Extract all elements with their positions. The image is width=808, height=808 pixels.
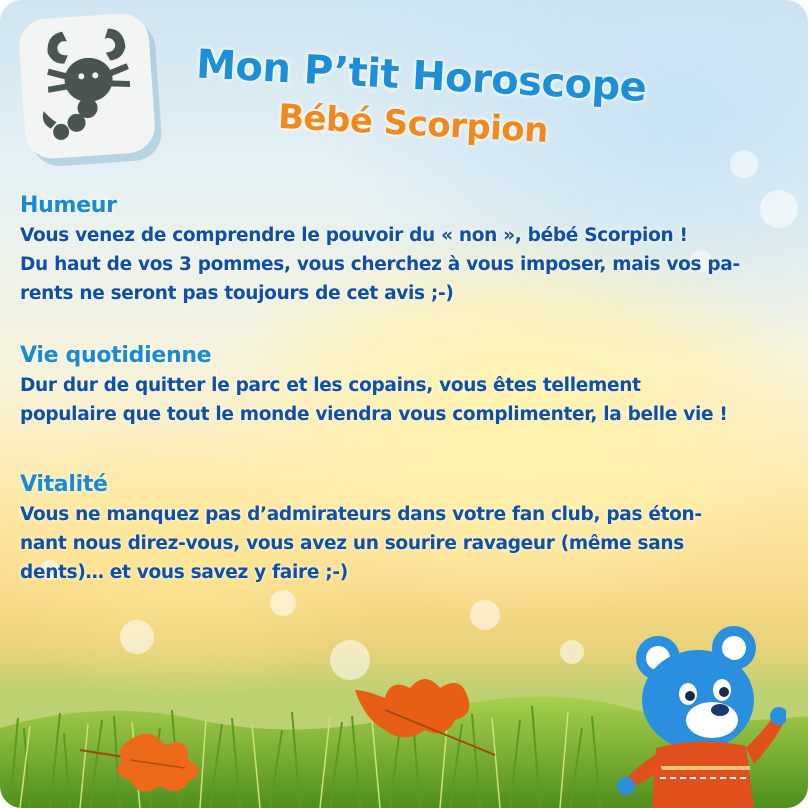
scorpion-icon	[24, 16, 151, 154]
autumn-leaf-icon	[60, 720, 220, 800]
text-line: Vous venez de comprendre le pouvoir du « non », bébé Scorpion !	[20, 225, 688, 246]
text-line: nant nous direz-vous, vous avez un sourire ravageur (même sans	[20, 533, 684, 554]
bokeh-light	[120, 620, 154, 654]
section-heading: Vie quotidienne	[20, 343, 212, 368]
page-title: Mon P’tit Horoscope	[195, 41, 648, 111]
page-subtitle: Bébé Scorpion	[277, 96, 549, 152]
section-text	[20, 221, 790, 308]
section-vitalite	[20, 472, 790, 587]
section-humeur	[20, 193, 790, 308]
zodiac-badge	[17, 12, 156, 161]
section-text	[20, 371, 790, 429]
bear-mascot-icon	[616, 618, 786, 808]
bokeh-light	[470, 600, 500, 630]
text-line: dents)… et vous savez y faire ;-)	[20, 562, 348, 583]
section-heading: Humeur	[20, 193, 117, 218]
section-heading: Vitalité	[20, 472, 108, 497]
section-vie-quotidienne	[20, 343, 790, 429]
text-line: rents ne seront pas toujours de cet avis ;-)	[20, 283, 454, 304]
section-text	[20, 500, 790, 587]
bokeh-light	[730, 150, 758, 178]
autumn-leaf-icon	[345, 670, 505, 760]
text-line: populaire que tout le monde viendra vous complimenter, la belle vie !	[20, 404, 728, 425]
bokeh-light	[270, 590, 296, 616]
text-line: Dur dur de quitter le parc et les copains, vous êtes tellement	[20, 375, 641, 396]
text-line: Du haut de vos 3 pommes, vous cherchez à vous imposer, mais vos pa-	[20, 254, 740, 275]
text-line: Vous ne manquez pas d’admirateurs dans votre fan club, pas éton-	[20, 504, 702, 525]
